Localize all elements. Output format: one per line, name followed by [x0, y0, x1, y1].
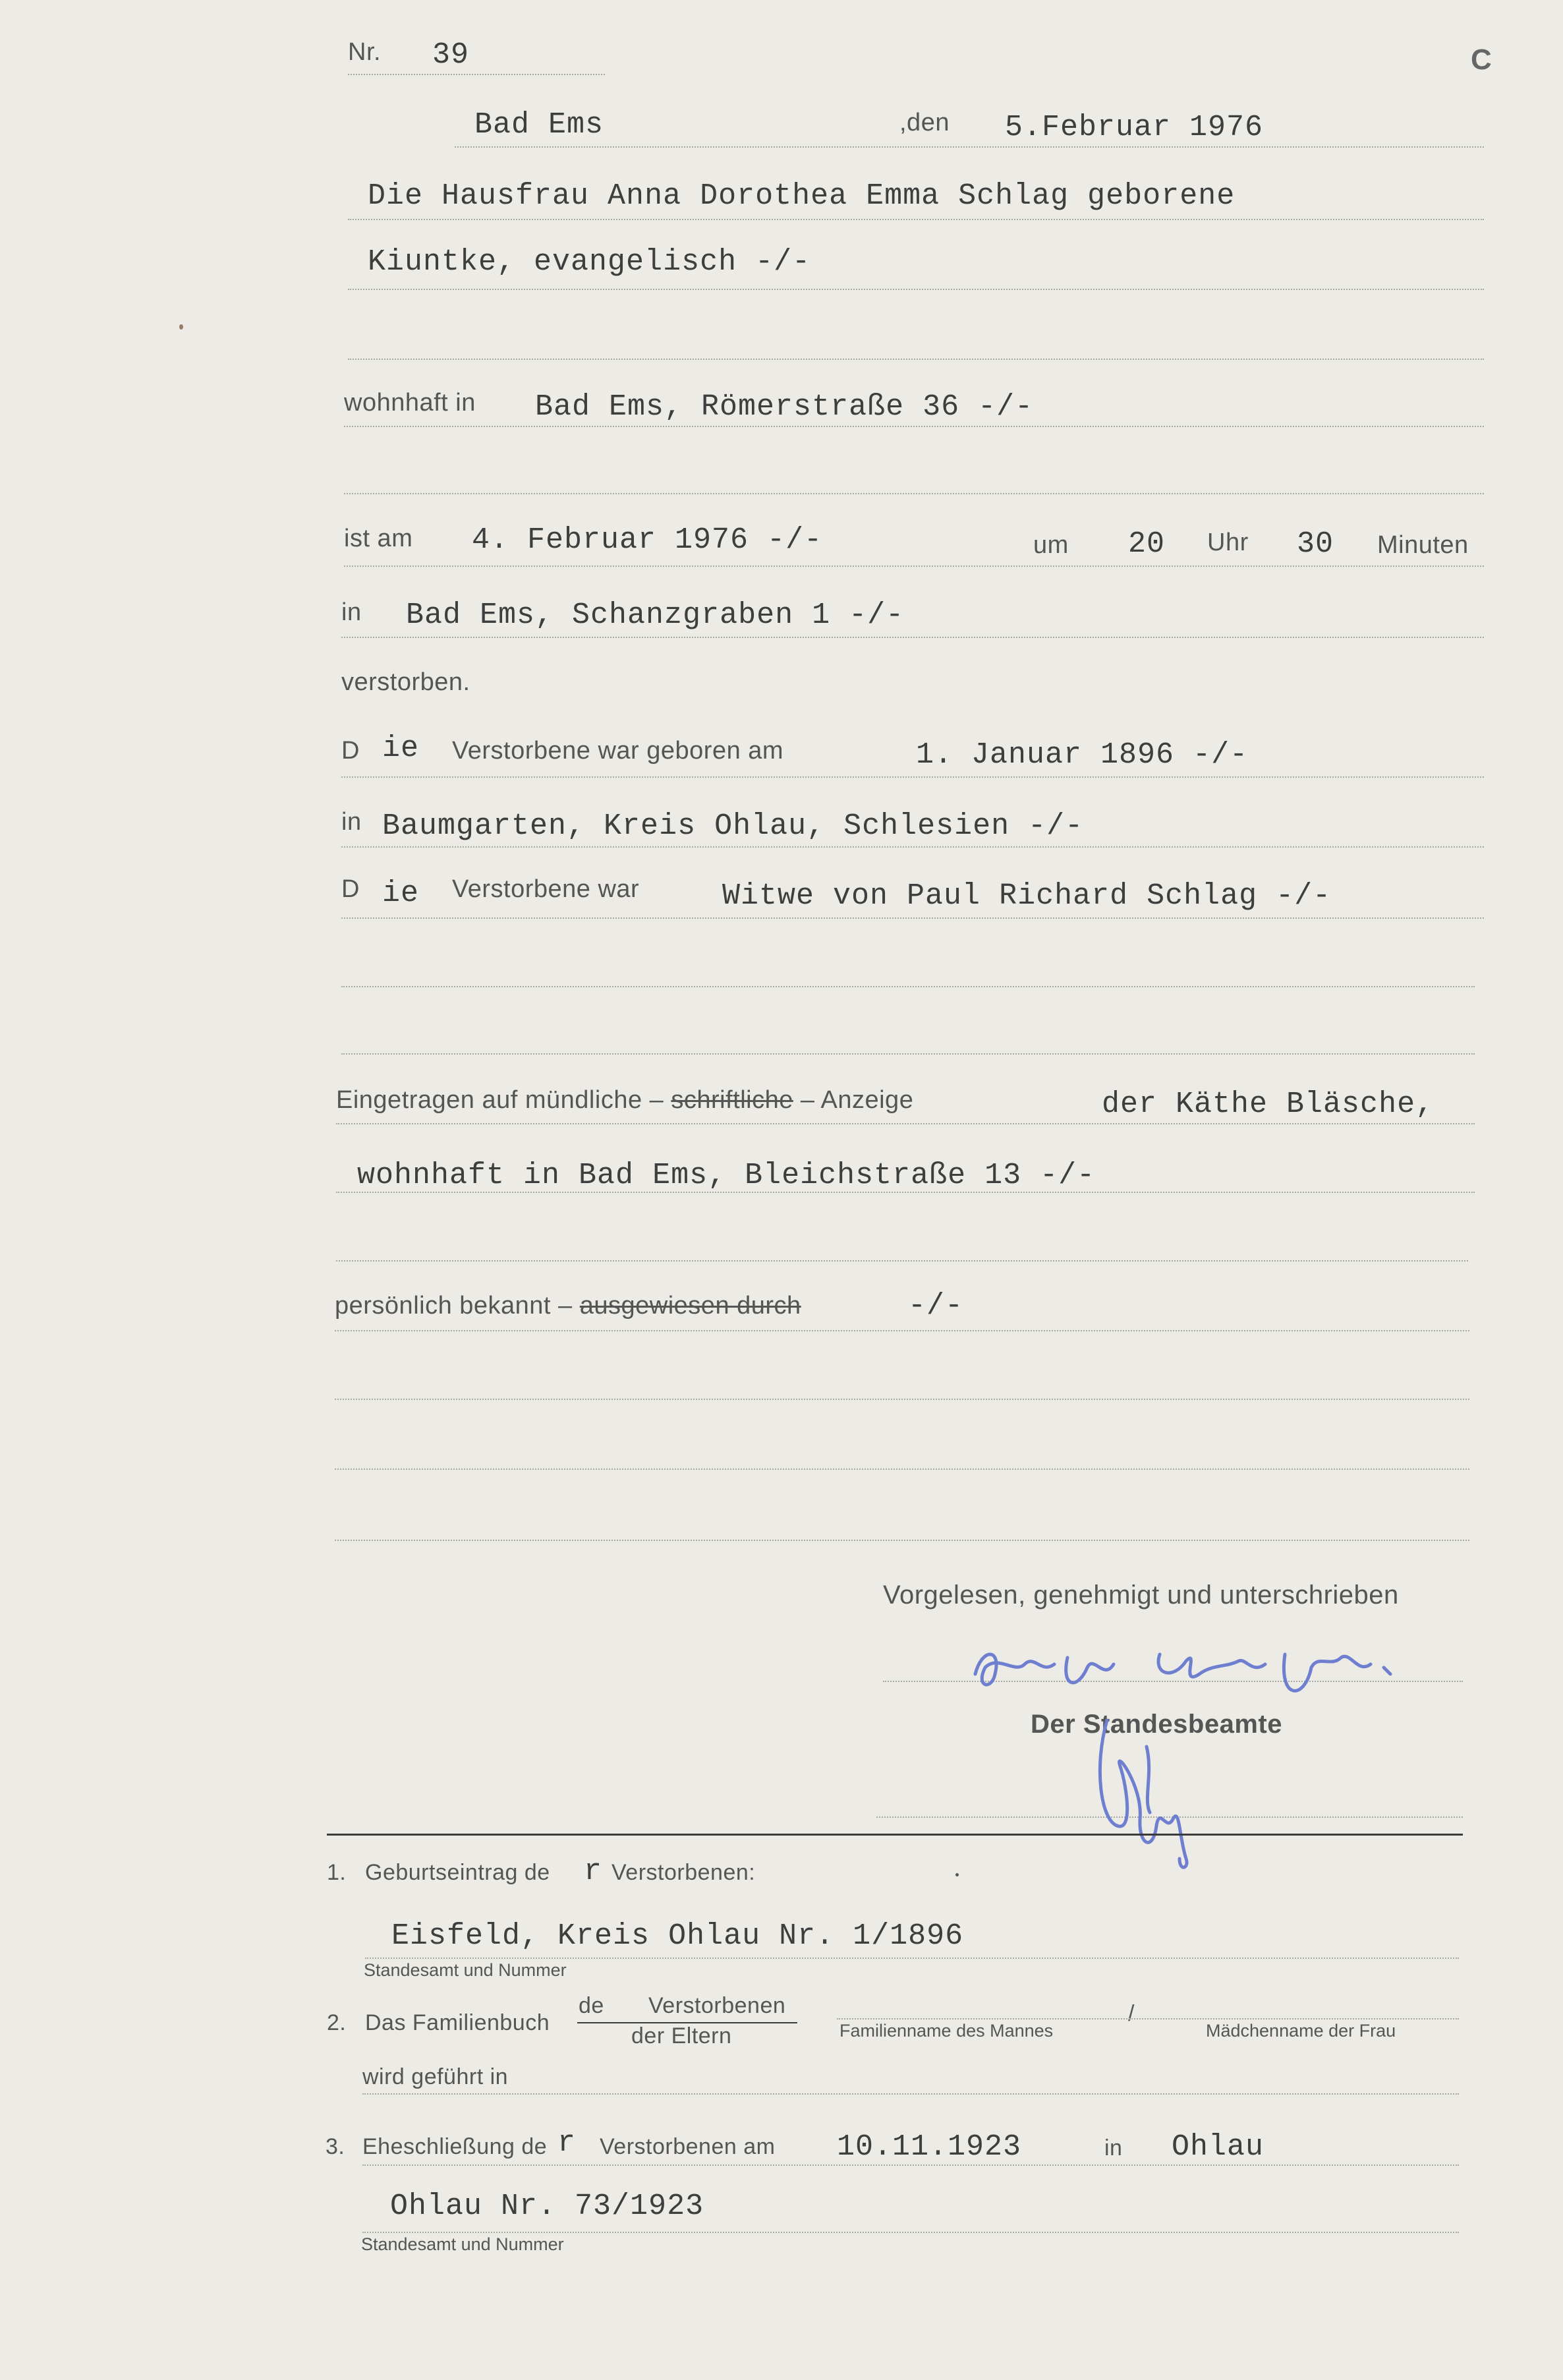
nr-value: 39 — [432, 38, 470, 72]
registration-label-start: Eingetragen auf mündliche – — [336, 1086, 664, 1114]
status-label: Verstorbene war — [452, 875, 640, 903]
informant-typed: der Käthe Bläsche, — [1102, 1088, 1435, 1121]
residence-line — [344, 426, 1484, 427]
death-place-line — [341, 637, 1484, 638]
paper-mark — [179, 324, 183, 330]
birth-article: ie — [382, 732, 420, 765]
status-article: ie — [382, 877, 420, 910]
blank-line — [348, 359, 1484, 360]
birth-place: Baumgarten, Kreis Ohlau, Schlesien -/- — [382, 809, 1084, 843]
deceased-name-line1: Die Hausfrau Anna Dorothea Emma Schlag geborene — [368, 179, 1236, 213]
birth-entry-value: Eisfeld, Kreis Ohlau Nr. 1/1896 — [391, 1919, 964, 1953]
marital-status: Witwe von Paul Richard Schlag -/- — [722, 879, 1332, 913]
registrar-title: Der Standesbeamte — [1031, 1710, 1282, 1739]
identity-line — [335, 1330, 1469, 1331]
item3-in-label: in — [1104, 2135, 1123, 2161]
fraction-de: de — [579, 1993, 604, 2018]
identity-label — [335, 1292, 801, 1320]
born-label: Verstorbene war geboren am — [452, 737, 784, 765]
corner-letter: C — [1471, 44, 1492, 76]
fraction-top: Verstorbenen — [648, 1993, 786, 2018]
record-date: 5.Februar 1976 — [1005, 111, 1264, 144]
registration-line — [336, 1123, 1475, 1124]
identity-label-text: persönlich bekannt – — [335, 1292, 573, 1320]
death-date: 4. Februar 1976 -/- — [472, 523, 823, 557]
blank-line-2 — [344, 493, 1484, 494]
marriage-entry-value: Ohlau Nr. 73/1923 — [390, 2190, 704, 2223]
registration-label-end: – Anzeige — [800, 1086, 914, 1114]
ist-am-label: ist am — [344, 525, 413, 552]
item3-number: 3. — [326, 2134, 345, 2159]
marriage-date: 10.11.1923 — [837, 2130, 1022, 2164]
residence-value: Bad Ems, Römerstraße 36 -/- — [535, 390, 1034, 424]
blank-line-8 — [335, 1540, 1469, 1541]
identity-value: -/- — [908, 1289, 964, 1323]
family-book-label: Das Familienbuch — [365, 2010, 550, 2035]
item3-caption: Standesamt und Nummer — [361, 2234, 564, 2254]
informant-line — [336, 1192, 1475, 1193]
birth-entry-line — [365, 1958, 1459, 1959]
husband-caption: Familienname des Mannes — [839, 2021, 1054, 2041]
residence-label: wohnhaft in — [344, 389, 476, 417]
birth-place-line — [341, 846, 1484, 848]
death-hour: 20 — [1128, 527, 1166, 561]
struck-written: schriftliche — [671, 1086, 793, 1114]
blank-line-6 — [335, 1399, 1469, 1400]
item1-typed-r: r — [584, 1855, 603, 1888]
place-date-line — [455, 146, 1484, 148]
marriage-entry-line — [362, 2232, 1459, 2233]
section-divider — [327, 1834, 1463, 1836]
place-of-record: Bad Ems — [474, 108, 604, 142]
item3-typed-r: r — [557, 2126, 577, 2160]
nr-line — [348, 74, 605, 75]
marriage-place: Ohlau — [1172, 2130, 1265, 2164]
registration-label — [336, 1086, 913, 1115]
blank-line-7 — [335, 1468, 1469, 1470]
deceased-name-line2: Kiuntke, evangelisch -/- — [368, 245, 811, 279]
item1-label-end: Verstorbenen: — [611, 1860, 756, 1885]
death-place: Bad Ems, Schanzgraben 1 -/- — [406, 598, 905, 632]
item2-number: 2. — [327, 2010, 347, 2035]
paper-dot — [955, 1873, 959, 1876]
birth-date-line — [341, 776, 1484, 778]
informant-signature — [962, 1628, 1410, 1714]
death-date-line — [344, 566, 1484, 567]
informant-address: wohnhaft in Bad Ems, Bleichstraße 13 -/- — [357, 1159, 1096, 1192]
den-label: ,den — [899, 109, 950, 136]
family-name-line — [837, 2018, 1459, 2019]
nr-label: Nr. — [348, 38, 382, 66]
birth-in-label: in — [341, 808, 362, 836]
struck-identified: ausgewiesen durch — [579, 1292, 801, 1320]
death-minutes: 30 — [1297, 527, 1334, 561]
item1-caption: Standesamt und Nummer — [364, 1960, 567, 1980]
birth-d-label: D — [341, 737, 360, 765]
kept-in-label: wird geführt in — [362, 2064, 509, 2089]
item1-number: 1. — [327, 1860, 347, 1885]
wife-caption: Mädchenname der Frau — [1206, 2021, 1396, 2041]
name-line2 — [348, 289, 1484, 290]
item3-label-start: Eheschließung de — [362, 2134, 548, 2159]
blank-line-5 — [336, 1260, 1468, 1262]
um-label: um — [1033, 531, 1069, 559]
family-book-slash: / — [1128, 2001, 1135, 2026]
item3-label-end: Verstorbenen am — [600, 2134, 776, 2159]
blank-line-4 — [341, 1053, 1475, 1055]
marriage-line — [362, 2164, 1459, 2166]
birth-date: 1. Januar 1896 -/- — [916, 738, 1249, 772]
blank-line-3 — [341, 986, 1475, 987]
registrar-signature — [1081, 1707, 1212, 1878]
status-line — [341, 917, 1484, 919]
death-in-label: in — [341, 598, 362, 626]
name-line1 — [348, 219, 1484, 220]
status-d-label: D — [341, 875, 360, 903]
minuten-label: Minuten — [1377, 531, 1469, 559]
uhr-label: Uhr — [1207, 529, 1249, 556]
kept-in-line — [362, 2093, 1459, 2095]
item1-label-start: Geburtseintrag de — [365, 1860, 550, 1885]
fraction-bottom: der Eltern — [631, 2023, 732, 2048]
verstorben-label: verstorben. — [341, 668, 470, 696]
read-approved-signed: Vorgelesen, genehmigt und unterschrieben — [883, 1581, 1399, 1610]
